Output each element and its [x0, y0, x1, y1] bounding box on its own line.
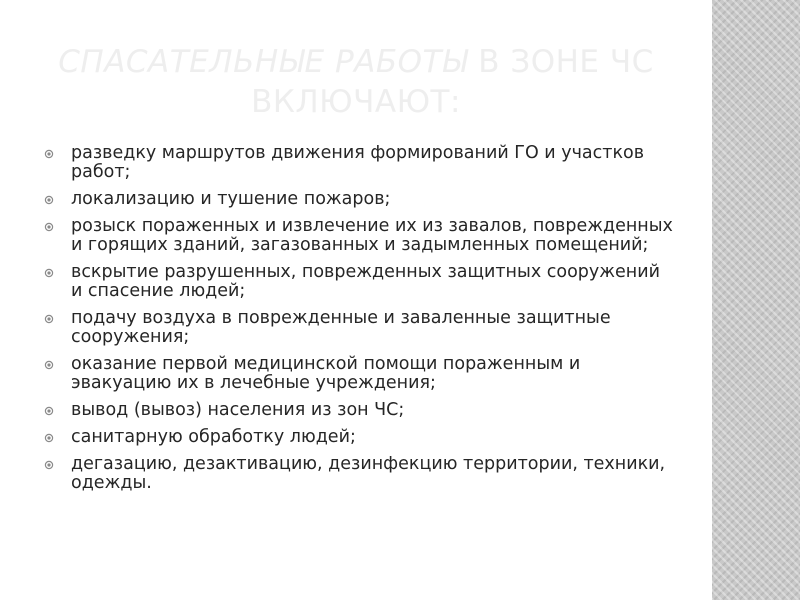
bullet-text: дегазацию, дезактивацию, дезинфекцию территории, техники, одежды. — [71, 454, 666, 493]
bullet-text: вскрытие разрушенных, поврежденных защитных сооружений и спасение людей; — [71, 262, 660, 301]
slide-title-rest: В ЗОНЕ ЧС ВКЛЮЧАЮТ: — [251, 44, 654, 120]
circle-bullet-icon — [44, 195, 54, 205]
slide-title-italic: СПАСАТЕЛЬНЫЕ РАБОТЫ — [58, 44, 468, 80]
circle-bullet-icon — [44, 268, 54, 278]
circle-bullet-icon — [44, 460, 54, 470]
circle-bullet-icon — [44, 433, 54, 443]
bullet-item — [44, 144, 674, 182]
bullet-item — [44, 217, 674, 255]
bullet-item — [44, 263, 674, 301]
circle-bullet-icon — [44, 360, 54, 370]
bullet-item — [44, 455, 674, 493]
bullet-text: подачу воздуха в поврежденные и заваленные защитные сооружения; — [71, 308, 611, 347]
bullet-list — [44, 144, 674, 501]
decorative-side-band — [712, 0, 800, 600]
bullet-text: розыск пораженных и извлечение их из завалов, поврежденных и горящих зданий, загазованных и задымленных помещений; — [71, 216, 673, 255]
bullet-text: разведку маршрутов движения формирований ГО и участков работ; — [71, 143, 645, 182]
bullet-text: санитарную обработку людей; — [71, 427, 356, 447]
bullet-item — [44, 355, 674, 393]
bullet-item — [44, 190, 674, 209]
bullet-item — [44, 309, 674, 347]
circle-bullet-icon — [44, 406, 54, 416]
bullet-item — [44, 428, 674, 447]
bullet-text: локализацию и тушение пожаров; — [71, 189, 391, 209]
bullet-item — [44, 401, 674, 420]
bullet-text: вывод (вывоз) населения из зон ЧС; — [71, 400, 405, 420]
bullet-text: оказание первой медицинской помощи пораженным и эвакуацию их в лечебные учреждения; — [71, 354, 581, 393]
circle-bullet-icon — [44, 314, 54, 324]
circle-bullet-icon — [44, 222, 54, 232]
slide-title — [40, 42, 672, 122]
circle-bullet-icon — [44, 149, 54, 159]
